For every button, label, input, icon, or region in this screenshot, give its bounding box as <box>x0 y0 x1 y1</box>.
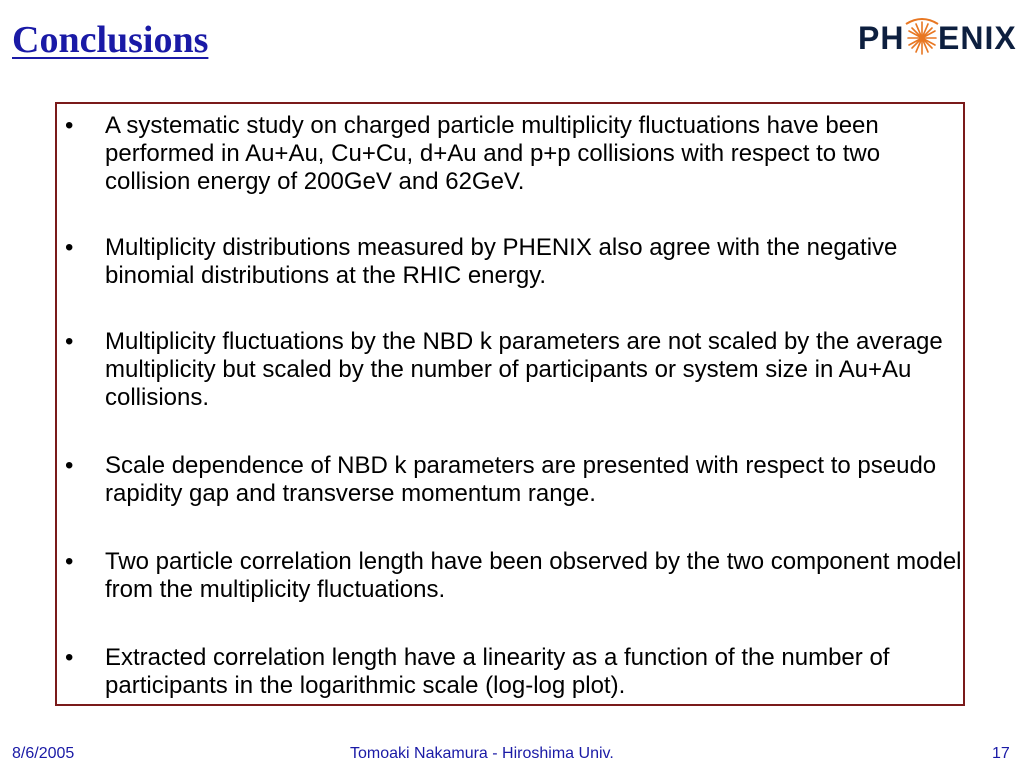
phenix-logo <box>858 16 1018 60</box>
bullet-dot-icon: • <box>65 234 74 261</box>
conclusions-box <box>55 102 965 706</box>
bullet-text: Two particle correlation length have been observed by the two component model from the multiplicity fluctuations. <box>105 548 962 603</box>
footer-date: 8/6/2005 <box>12 745 75 762</box>
logo-text-left: PH <box>858 20 905 56</box>
bullet-dot-icon: • <box>65 452 74 479</box>
bullet-text: Extracted correlation length have a linearity as a function of the number of participants in the logarithmic scale (log-log plot). <box>105 644 890 699</box>
bullet-dot-icon: • <box>65 112 74 139</box>
bullet-dot-icon: • <box>65 644 74 671</box>
bullet-dot-icon: • <box>65 548 74 575</box>
footer-page-number: 17 <box>992 745 1010 762</box>
logo-text-right: ENIX <box>938 20 1017 56</box>
bullet-text: A systematic study on charged particle multiplicity fluctuations have been performed in Au+Au, Cu+Cu, d+Au and p+p collisions with respect to two collision energy of 200GeV and 62GeV. <box>105 112 881 195</box>
bullet-dot-icon: • <box>65 328 74 355</box>
bullet-text: Multiplicity fluctuations by the NBD k parameters are not scaled by the average multiplicity but scaled by the number of participants or system size in Au+Au collisions. <box>105 328 943 411</box>
bullet-text: Scale dependence of NBD k parameters are presented with respect to pseudo rapidity gap and transverse momentum range. <box>105 452 937 507</box>
footer-author: Tomoaki Nakamura - Hiroshima Univ. <box>350 745 614 762</box>
starburst-icon <box>904 16 940 60</box>
bullet-text: Multiplicity distributions measured by PHENIX also agree with the negative binomial distributions at the RHIC energy. <box>105 234 898 289</box>
slide-title: Conclusions <box>12 19 209 61</box>
